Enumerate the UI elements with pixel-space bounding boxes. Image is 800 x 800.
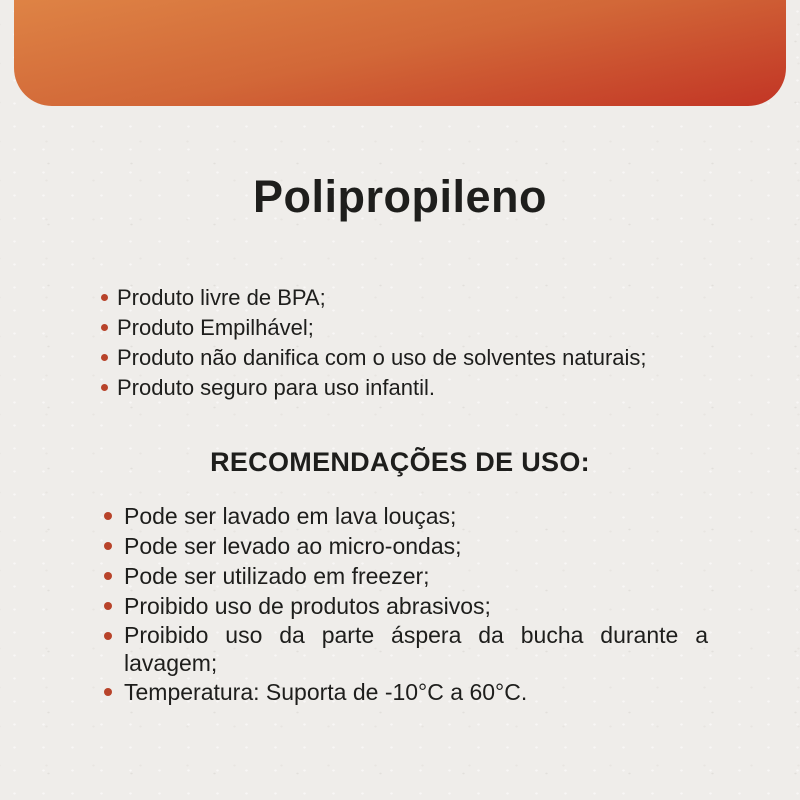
list-item-text: Proibido uso de produtos abrasivos; — [124, 593, 491, 619]
recommendations-heading: RECOMENDAÇÕES DE USO: — [210, 447, 590, 477]
bullet-dot-icon — [104, 602, 112, 610]
bullet-dot-icon — [104, 688, 112, 696]
list-item-text: Proibido uso da parte áspera da bucha durante a lavagem; — [124, 622, 708, 676]
bullet-dot-icon — [104, 572, 112, 580]
list-item — [104, 591, 708, 621]
bullet-dot-icon — [101, 354, 108, 361]
bullet-dot-icon — [104, 512, 112, 520]
page-title: Polipropileno — [253, 171, 547, 222]
bullet-dot-icon — [101, 324, 108, 331]
list-item — [104, 677, 708, 707]
list-item — [101, 373, 721, 403]
list-item — [104, 501, 708, 531]
bullet-dot-icon — [104, 632, 112, 640]
list-item — [104, 531, 708, 561]
header-band — [14, 0, 786, 106]
list-item — [101, 313, 721, 343]
list-item — [104, 621, 708, 677]
list-item-text: Temperatura: Suporta de -10°C a 60°C. — [124, 679, 528, 705]
list-item-text: Produto livre de BPA; — [117, 285, 326, 310]
list-item-text: Produto Empilhável; — [117, 315, 314, 340]
list-item-text: Pode ser lavado em lava louças; — [124, 503, 457, 529]
bullet-dot-icon — [104, 542, 112, 550]
bullet-dot-icon — [101, 384, 108, 391]
features-list — [101, 283, 721, 403]
list-item — [101, 343, 721, 373]
list-item-text: Produto não danifica com o uso de solventes naturais; — [117, 345, 647, 370]
list-item-text: Pode ser utilizado em freezer; — [124, 563, 430, 589]
bullet-dot-icon — [101, 294, 108, 301]
list-item — [104, 561, 708, 591]
list-item — [101, 283, 721, 313]
recommendations-list — [104, 501, 708, 707]
list-item-text: Pode ser levado ao micro-ondas; — [124, 533, 462, 559]
list-item-text: Produto seguro para uso infantil. — [117, 375, 435, 400]
